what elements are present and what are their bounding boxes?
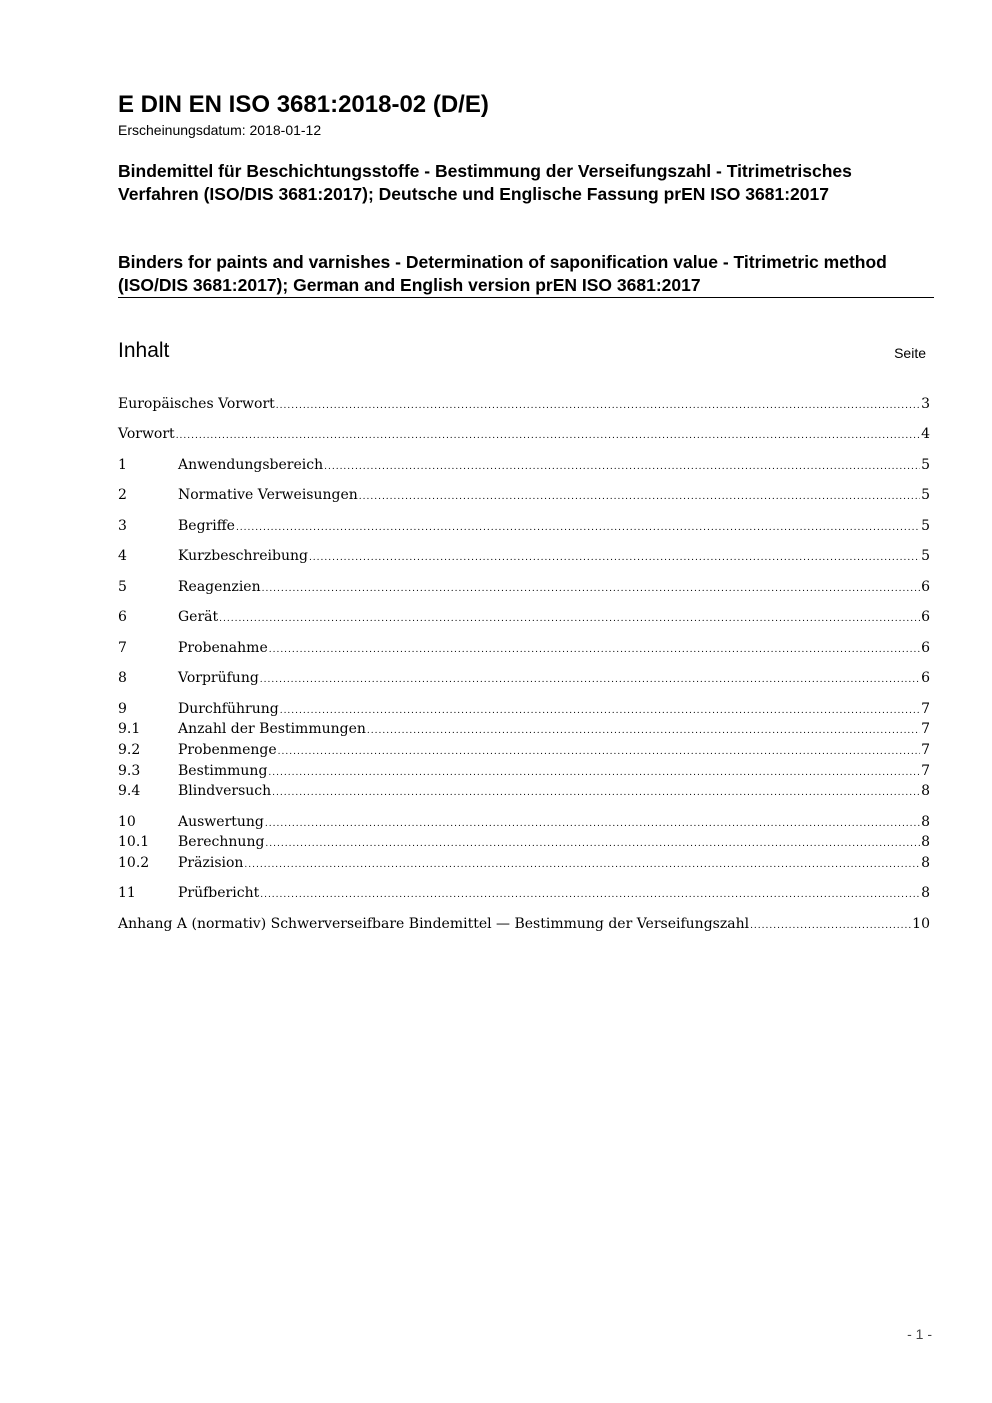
toc-leader-dots bbox=[244, 853, 920, 873]
toc-leader-dots bbox=[268, 761, 920, 781]
toc-entry[interactable] bbox=[118, 546, 930, 566]
toc-entry-title: Kurzbeschreibung bbox=[178, 548, 308, 564]
toc-entry-title: Präzision bbox=[178, 855, 244, 871]
toc-entry-number: 8 bbox=[118, 670, 127, 686]
toc-entry-page: 5 bbox=[921, 487, 930, 503]
toc-entry-page: 6 bbox=[921, 579, 930, 595]
toc-entry-title: Probenahme bbox=[178, 640, 268, 656]
toc-entry-title: Anhang A (normativ) Schwerverseifbare Bindemittel — Bestimmung der Verseifungszahl bbox=[118, 916, 750, 932]
toc-entry-page: 3 bbox=[921, 396, 930, 412]
toc-leader-dots bbox=[278, 740, 920, 760]
toc-entry-page: 6 bbox=[921, 609, 930, 625]
toc-entry[interactable] bbox=[118, 719, 930, 739]
toc-entry-page: 7 bbox=[921, 763, 930, 779]
toc-entry-page: 6 bbox=[921, 670, 930, 686]
toc-entry-number: 9.2 bbox=[118, 742, 141, 758]
toc-leader-dots bbox=[265, 812, 920, 832]
toc-entry-number: 11 bbox=[118, 885, 136, 901]
toc-entry-title: Vorprüfung bbox=[178, 670, 259, 686]
toc-entry-number: 6 bbox=[118, 609, 127, 625]
toc-entry-number: 9 bbox=[118, 701, 127, 717]
publication-date: Erscheinungsdatum: 2018-01-12 bbox=[118, 122, 322, 138]
toc-entry-page: 7 bbox=[921, 721, 930, 737]
toc-entry-page: 5 bbox=[921, 518, 930, 534]
toc-entry-title: Begriffe bbox=[178, 518, 235, 534]
toc-entry[interactable] bbox=[118, 832, 930, 852]
toc-entry-title: Vorwort bbox=[118, 426, 175, 442]
toc-entry-title: Prüfbericht bbox=[178, 885, 260, 901]
toc-entry[interactable] bbox=[118, 394, 930, 414]
toc-entry-page: 7 bbox=[921, 701, 930, 717]
toc-entry-page: 8 bbox=[921, 855, 930, 871]
toc-leader-dots bbox=[176, 424, 920, 444]
toc-entry-title: Blindversuch bbox=[178, 783, 272, 799]
toc-leader-dots bbox=[750, 914, 911, 934]
toc-entry[interactable] bbox=[118, 761, 930, 781]
toc-entry[interactable] bbox=[118, 883, 930, 903]
title-english: Binders for paints and varnishes - Determination of saponification value - Titrimetric method (ISO/DIS 3681:2017); German and English version prEN ISO 3681:2017 bbox=[118, 252, 887, 295]
toc-leader-dots bbox=[324, 455, 920, 475]
toc-entry-title: Normative Verweisungen bbox=[178, 487, 358, 503]
toc-entry-page: 8 bbox=[921, 834, 930, 850]
toc-entry-page: 8 bbox=[921, 885, 930, 901]
toc-entry-number: 3 bbox=[118, 518, 127, 534]
toc-entry-page: 5 bbox=[921, 457, 930, 473]
toc-entry[interactable] bbox=[118, 577, 930, 597]
toc-leader-dots bbox=[262, 577, 920, 597]
toc-entry-title: Europäisches Vorwort bbox=[118, 396, 275, 412]
toc-entry[interactable] bbox=[118, 638, 930, 658]
toc-entry-number: 1 bbox=[118, 457, 127, 473]
toc-page-label: Seite bbox=[894, 345, 926, 361]
toc-leader-dots bbox=[236, 516, 920, 536]
toc-leader-dots bbox=[359, 485, 920, 505]
toc-heading: Inhalt bbox=[118, 339, 170, 362]
toc-leader-dots bbox=[280, 699, 920, 719]
toc-entry-number: 7 bbox=[118, 640, 127, 656]
toc-entry[interactable] bbox=[118, 699, 930, 719]
toc-entry[interactable] bbox=[118, 485, 930, 505]
toc-entry[interactable] bbox=[118, 781, 930, 801]
toc-entry-number: 5 bbox=[118, 579, 127, 595]
toc-leader-dots bbox=[309, 546, 920, 566]
toc-leader-dots bbox=[367, 719, 920, 739]
toc-entry-title: Gerät bbox=[178, 609, 219, 625]
toc-leader-dots bbox=[219, 607, 920, 627]
toc-entry-page: 8 bbox=[921, 814, 930, 830]
toc-leader-dots bbox=[272, 781, 920, 801]
toc-entry-number: 10.1 bbox=[118, 834, 150, 850]
toc-entry-number: 9.4 bbox=[118, 783, 141, 799]
toc-entry-number: 9.3 bbox=[118, 763, 141, 779]
toc-entry-title: Berechnung bbox=[178, 834, 265, 850]
toc-leader-dots bbox=[276, 394, 920, 414]
toc-entry[interactable] bbox=[118, 424, 930, 444]
page-number: - 1 - bbox=[907, 1326, 932, 1342]
toc-entry-page: 6 bbox=[921, 640, 930, 656]
toc-entry-title: Reagenzien bbox=[178, 579, 261, 595]
toc-entry[interactable] bbox=[118, 455, 930, 475]
toc-entry-title: Auswertung bbox=[178, 814, 264, 830]
toc-entry[interactable] bbox=[118, 516, 930, 536]
document-id: E DIN EN ISO 3681:2018-02 (D/E) bbox=[118, 91, 489, 118]
toc-entry[interactable] bbox=[118, 740, 930, 760]
toc-entry-page: 5 bbox=[921, 548, 930, 564]
toc-entry-title: Durchführung bbox=[178, 701, 279, 717]
toc-entry-page: 7 bbox=[921, 742, 930, 758]
title-divider bbox=[118, 297, 934, 298]
toc-entry[interactable] bbox=[118, 668, 930, 688]
toc-entry[interactable] bbox=[118, 853, 930, 873]
toc-entry-number: 9.1 bbox=[118, 721, 141, 737]
toc-leader-dots bbox=[260, 668, 920, 688]
toc-leader-dots bbox=[260, 883, 920, 903]
toc-entry-title: Bestimmung bbox=[178, 763, 268, 779]
toc-leader-dots bbox=[269, 638, 920, 658]
toc-leader-dots bbox=[265, 832, 920, 852]
toc-entry[interactable] bbox=[118, 812, 930, 832]
toc-entry-page: 10 bbox=[912, 916, 930, 932]
toc-entry-number: 10 bbox=[118, 814, 136, 830]
toc-entry-page: 8 bbox=[921, 783, 930, 799]
toc-entry-annex[interactable] bbox=[118, 914, 930, 934]
toc-entry-number: 2 bbox=[118, 487, 127, 503]
toc-entry-page: 4 bbox=[921, 426, 930, 442]
toc-entry[interactable] bbox=[118, 607, 930, 627]
toc-entry-number: 4 bbox=[118, 548, 127, 564]
toc-entry-title: Anzahl der Bestimmungen bbox=[178, 721, 366, 737]
toc-entry-number: 10.2 bbox=[118, 855, 150, 871]
toc-entry-title: Probenmenge bbox=[178, 742, 277, 758]
toc-entry-title: Anwendungsbereich bbox=[178, 457, 324, 473]
title-german: Bindemittel für Beschichtungsstoffe - Bestimmung der Verseifungszahl - Titrimetrisches Verfahren (ISO/DIS 3681:2017); Deutsche und Englische Fassung prEN ISO 3681:2017 bbox=[118, 161, 852, 204]
